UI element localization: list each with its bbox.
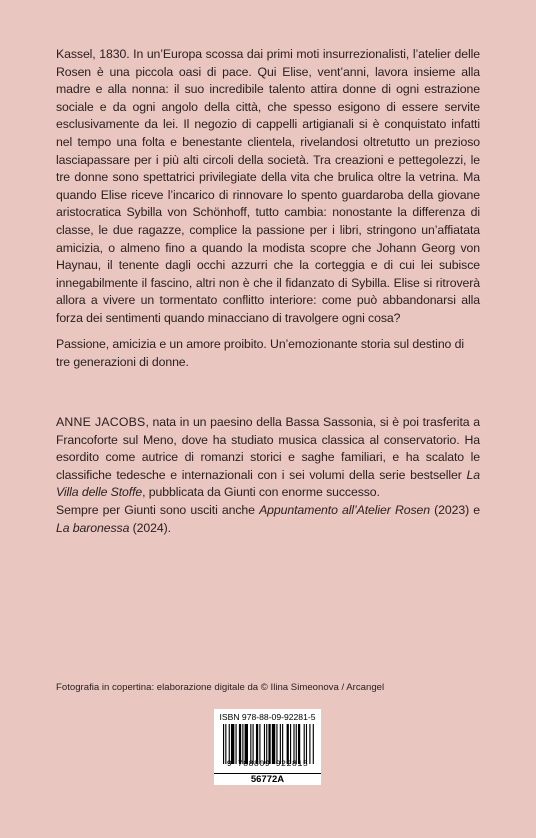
bio-text-5: (2024). [129, 520, 171, 535]
isbn-number: ISBN 978-88-09-92281-5 [219, 712, 316, 722]
author-name: ANNE JACOBS [56, 415, 146, 429]
synopsis-paragraph [56, 46, 480, 328]
author-bio [56, 414, 480, 537]
book-title-1: Appuntamento all’Atelier Rosen [259, 502, 430, 517]
photo-credit: Fotografia in copertina: elaborazione digitale da © Ilina Simeonova / Arcangel [56, 682, 385, 693]
barcode-label [214, 709, 321, 785]
bio-text-2: , pubblicata da Giunti con enorme successo. [142, 485, 380, 500]
bio-text-4: (2023) e [430, 502, 480, 517]
product-code: 56772A [214, 773, 321, 786]
bio-text-3: Sempre per Giunti sono usciti anche [56, 502, 260, 517]
book-title-2: La baronessa [56, 520, 130, 535]
series-title: La Villa delle Stoffe [56, 467, 480, 500]
tagline: Passione, amicizia e un amore proibito. Un’emozionante storia sul destino di tre generazioni di donne. [56, 337, 464, 369]
bio-text-1: , nata in un paesino della Bassa Sassonia, si è poi trasferita a Francoforte sul Meno, dove ha studiato musica classica al conservatorio. Ha esordito come autrice di romanzi storici e saghe familiari, e ha scalato le classifiche tedesche e internazionali con i sei volumi della serie bestseller [56, 415, 480, 482]
synopsis-text: Kassel, 1830. In un’Europa scossa dai primi moti insurrezionalisti, l’atelier delle Rosen è una piccola oasi di pace. Qui Elise, vent’anni, lavora insieme alla madre e alla nonna: il suo incredibile talento attira donne di ogni estrazione sociale e da ogni angolo della città, che spesso esigono di essere servite esclusivamente da lei. Il negozio di cappelli artigianali si è conquistato infatti nel tempo una folta e benestante clientela, rivelandosi oltretutto un prezioso lasciapassare per i più alti circoli della società. Tra creazioni e pettegolezzi, le tre donne sono spettatrici privilegiate della vita che brulica oltre la vetrina. Ma quando Elise riceve l’incarico di rinnovare lo spento guardaroba della giovane aristocratica Sybilla von Schönhoff, tutto cambia: nonostante la differenza di classe, le due ragazze, complice la passione per i libri, stringono un’affiatata amicizia, o almeno fino a quando la modista scopre che Johann Georg von Haynau, il tenente dagli occhi azzurri che la corteggia e di cui lei subisce innegabilmente il fascino, altri non è che il fidanzato di Sybilla. Elise si ritroverà allora a vivere un tormentato conflitto interiore: come può abbandonarsi alla forza dei sentimenti quando minacciano di travolgere ogni cosa? [56, 47, 480, 325]
barcode-digits: 9 788809 922815 [226, 759, 309, 769]
barcode-icon [223, 724, 315, 764]
